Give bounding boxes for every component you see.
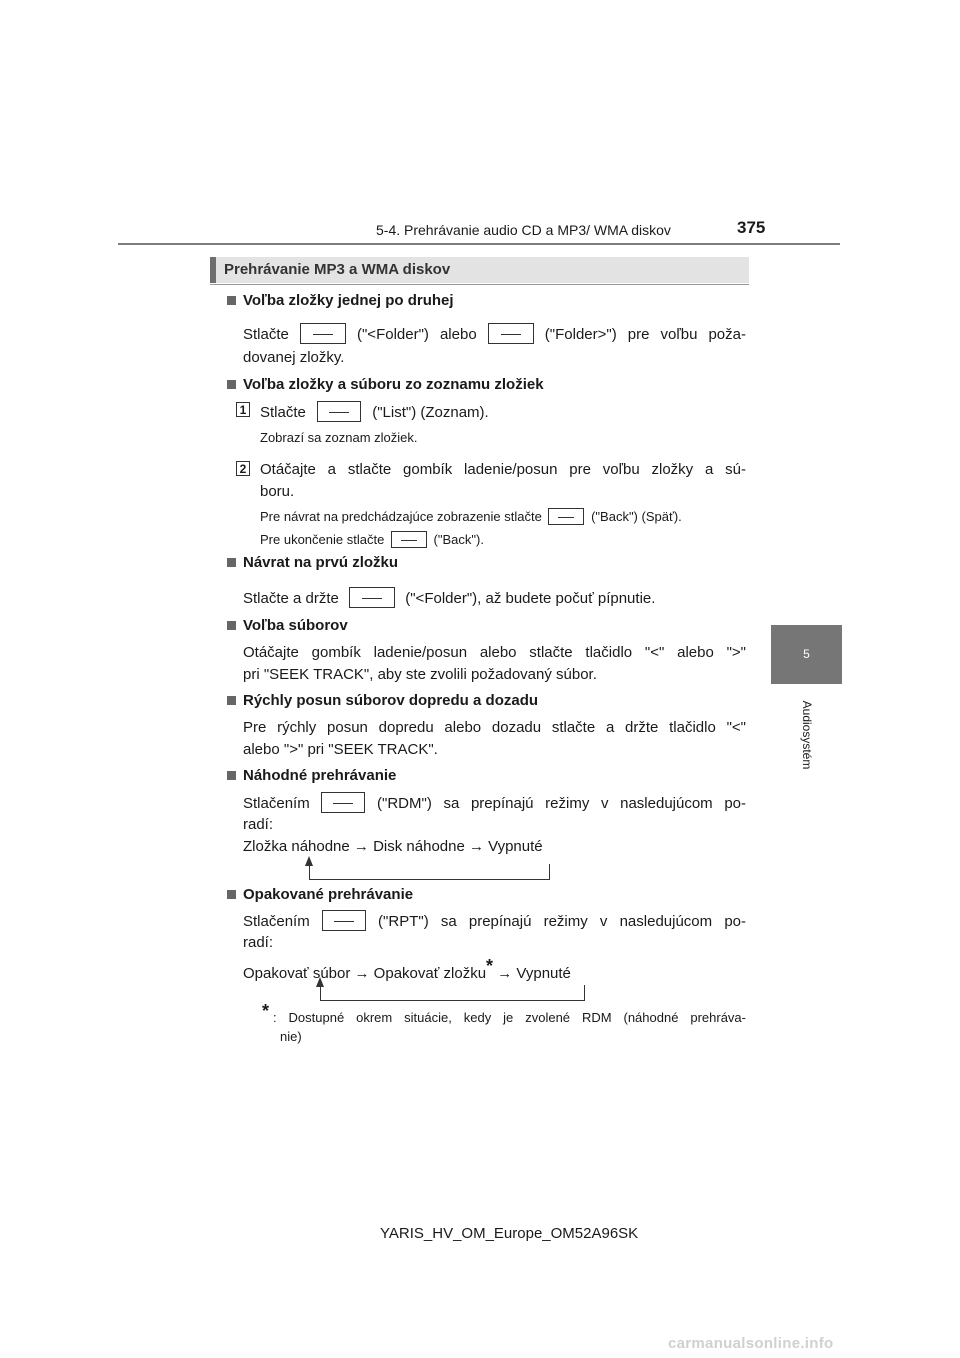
step2-text: Otáčajte a stlačte gombík ladenie/posun pre voľbu zložky a sú- [260, 461, 746, 478]
paragraph-random-cont: radí: [243, 816, 274, 833]
paragraph-repeat: Stlačením ("RPT") sa prepínajú režimy v nasledujúcom po- [243, 910, 746, 933]
heading-file-select: Voľba súborov [226, 617, 348, 634]
section-title-band [210, 257, 749, 283]
step1-note: Zobrazí sa zoznam zložiek. [260, 430, 418, 445]
footnote-text-cont: nie) [280, 1029, 302, 1044]
paragraph-fast-seek-cont: alebo ">" pri "SEEK TRACK". [243, 741, 438, 758]
paragraph-random: Stlačením ("RDM") sa prepínajú režimy v nasledujúcom po- [243, 792, 746, 815]
header-divider [118, 243, 840, 245]
back-button-icon [548, 508, 584, 525]
folder-next-button-icon [488, 323, 534, 344]
chapter-tab: 5 [771, 625, 842, 684]
square-bullet-icon [227, 771, 236, 780]
square-bullet-icon [227, 621, 236, 630]
square-bullet-icon [227, 558, 236, 567]
random-mode-sequence: Zložka náhodne → Disk náhodne → Vypnuté [243, 838, 543, 855]
heading-folder-list: Voľba zložky a súboru zo zoznamu zložiek [226, 376, 544, 393]
square-bullet-icon [227, 296, 236, 305]
paragraph-repeat-cont: radí: [243, 934, 274, 951]
paragraph-file-select-cont: pri "SEEK TRACK", aby ste zvolili požadovaný súbor. [243, 666, 597, 683]
repeat-mode-sequence: Opakovať súbor → Opakovať zložku* → Vypnuté [243, 956, 571, 982]
random-cycle-loop [309, 864, 550, 880]
step2-note-back: Pre návrat na predchádzajúce zobrazenie stlačte ("Back") (Späť). [260, 509, 682, 524]
paragraph-first-folder: Stlačte a držte ("<Folder"), až budete počuť pípnutie. [243, 587, 655, 610]
step-number-2: 2 [236, 461, 250, 476]
heading-repeat: Opakované prehrávanie [226, 886, 413, 903]
repeat-cycle-loop [320, 985, 585, 1001]
chapter-header: 5-4. Prehrávanie audio CD a MP3/ WMA diskov [376, 222, 671, 238]
footnote-text: : Dostupné okrem situácie, kedy je zvolené RDM (náhodné prehráva- [273, 1010, 746, 1025]
square-bullet-icon [227, 696, 236, 705]
rpt-button-icon [322, 910, 366, 931]
document-code: YARIS_HV_OM_Europe_OM52A96SK [380, 1225, 639, 1242]
step2-note-exit: Pre ukončenie stlačte ("Back"). [260, 532, 484, 547]
heading-first-folder: Návrat na prvú zložku [226, 554, 398, 571]
heading-fast-seek: Rýchly posun súborov dopredu a dozadu [226, 692, 538, 709]
watermark: carmanualsonline.info [668, 1335, 834, 1352]
paragraph-folder-select: Stlačte ("<Folder") alebo ("Folder>") pre voľbu poža- [243, 323, 746, 346]
step-number-1: 1 [236, 402, 250, 417]
square-bullet-icon [227, 890, 236, 899]
folder-prev-button-icon [300, 323, 346, 344]
folder-prev-button-icon [349, 587, 395, 608]
heading-random: Náhodné prehrávanie [226, 767, 396, 784]
paragraph-fast-seek: Pre rýchly posun dopredu alebo dozadu stlačte a držte tlačidlo "<" [243, 719, 746, 736]
heading-folder-select: Voľba zložky jednej po druhej [226, 292, 454, 309]
step1-text: Stlačte ("List") (Zoznam). [260, 401, 489, 424]
section-title: Prehrávanie MP3 a WMA diskov [224, 261, 451, 278]
rdm-button-icon [321, 792, 365, 813]
page-number: 375 [737, 218, 766, 237]
list-button-icon [317, 401, 361, 422]
footnote-mark: * [262, 1001, 270, 1021]
square-bullet-icon [227, 380, 236, 389]
step2-text-cont: boru. [260, 483, 295, 500]
back-button-icon [391, 531, 427, 548]
paragraph-folder-select-cont: dovanej zložky. [243, 349, 345, 366]
paragraph-file-select: Otáčajte gombík ladenie/posun alebo stlačte tlačidlo "<" alebo ">" [243, 644, 746, 661]
chapter-tab-label: Audiosystém [800, 700, 814, 770]
footnote-marker: * [486, 956, 494, 976]
